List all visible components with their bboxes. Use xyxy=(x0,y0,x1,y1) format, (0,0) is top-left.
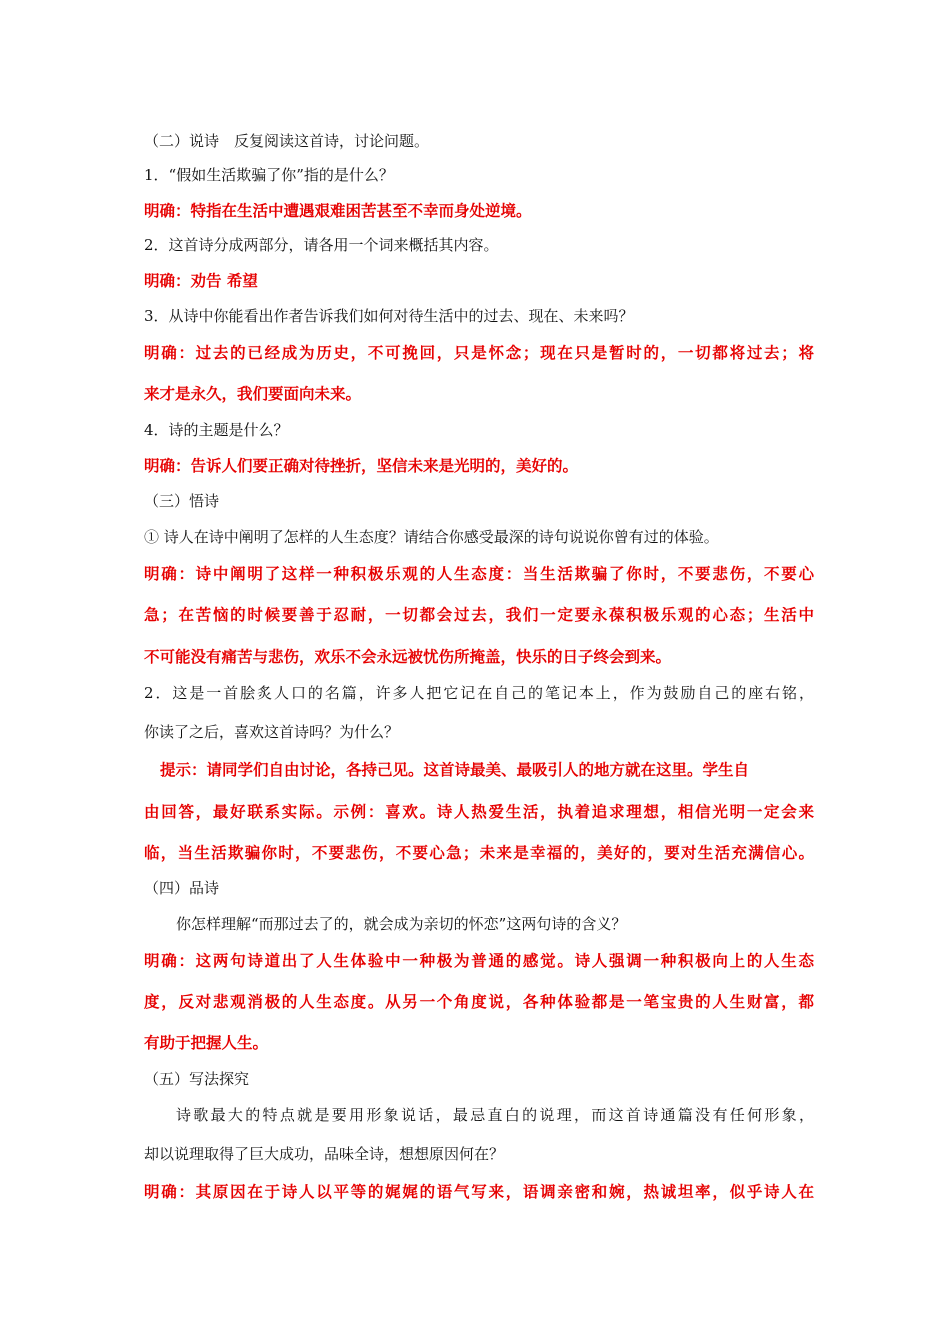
answer-3-line-2: 来才是永久，我们要面向未来。 xyxy=(144,385,362,403)
answer-appreciate-line-2: 度，反对悲观消极的人生态度。从另一个角度说，各种体验都是一笔宝贵的人生财富，都 xyxy=(144,993,814,1011)
question-understand-2-line-1: 2．这是一首脍炙人口的名篇，许多人把它记在自己的笔记本上，作为鼓励自己的座右铭， xyxy=(144,684,814,702)
answer-understand-1-line-3: 不可能没有痛苦与悲伤，欢乐不会永远被忧伤所掩盖，快乐的日子终会到来。 xyxy=(144,648,672,666)
question-writing-line-1: 诗歌最大的特点就是要用形象说话，最忌直白的说理，而这首诗通篇没有任何形象， xyxy=(176,1106,814,1124)
answer-understand-1-line-1: 明确：诗中阐明了这样一种积极乐观的人生态度：当生活欺骗了你时，不要悲伤，不要心 xyxy=(144,565,814,583)
question-2: 2．这首诗分成两部分，请各用一个词来概括其内容。 xyxy=(144,236,499,254)
question-4: 4．诗的主题是什么？ xyxy=(144,421,289,439)
section-heading-understand-poem: （三）悟诗 xyxy=(144,492,220,510)
answer-1: 明确：特指在生活中遭遇艰难困苦甚至不幸而身处逆境。 xyxy=(144,202,532,220)
question-understand-2-line-2: 你读了之后，喜欢这首诗吗？为什么？ xyxy=(144,723,400,741)
question-writing-line-2: 却以说理取得了巨大成功，品味全诗，想想原因何在？ xyxy=(144,1145,505,1163)
hint-line-3: 临，当生活欺骗你时，不要悲伤，不要心急；未来是幸福的，美好的，要对生活充满信心。 xyxy=(144,844,814,862)
answer-appreciate-line-3: 有助于把握人生。 xyxy=(144,1034,269,1052)
section-heading-discuss-poem: （二）说诗 反复阅读这首诗，讨论问题。 xyxy=(144,132,430,150)
answer-2: 明确：劝告 希望 xyxy=(144,272,258,290)
hint-line-1: 提示：请同学们自由讨论，各持己见。这首诗最美、最吸引人的地方就在这里。学生自 xyxy=(160,761,750,779)
question-appreciate: 你怎样理解“而那过去了的，就会成为亲切的怀恋”这两句诗的含义？ xyxy=(176,915,627,933)
hint-line-2: 由回答，最好联系实际。示例：喜欢。诗人热爱生活，执着追求理想，相信光明一定会来 xyxy=(144,803,814,821)
answer-writing-line-1: 明确：其原因在于诗人以平等的娓娓的语气写来，语调亲密和婉，热诚坦率，似乎诗人在 xyxy=(144,1183,814,1201)
answer-appreciate-line-1: 明确：这两句诗道出了人生体验中一种极为普通的感觉。诗人强调一种积极向上的人生态 xyxy=(144,952,814,970)
answer-4: 明确：告诉人们要正确对待挫折，坚信未来是光明的，美好的。 xyxy=(144,457,579,475)
question-understand-1: ① 诗人在诗中阐明了怎样的人生态度？请结合你感受最深的诗句说说你曾有过的体验。 xyxy=(144,528,719,546)
answer-understand-1-line-2: 急；在苦恼的时候要善于忍耐，一切都会过去，我们一定要永葆积极乐观的心态；生活中 xyxy=(144,606,814,624)
section-heading-writing-technique: （五）写法探究 xyxy=(144,1070,250,1088)
question-3: 3．从诗中你能看出作者告诉我们如何对待生活中的过去、现在、未来吗？ xyxy=(144,307,634,325)
question-1: 1．“假如生活欺骗了你”指的是什么？ xyxy=(144,166,394,184)
answer-3-line-1: 明确：过去的已经成为历史，不可挽回，只是怀念；现在只是暂时的，一切都将过去；将 xyxy=(144,344,814,362)
section-heading-appreciate-poem: （四）品诗 xyxy=(144,879,220,897)
